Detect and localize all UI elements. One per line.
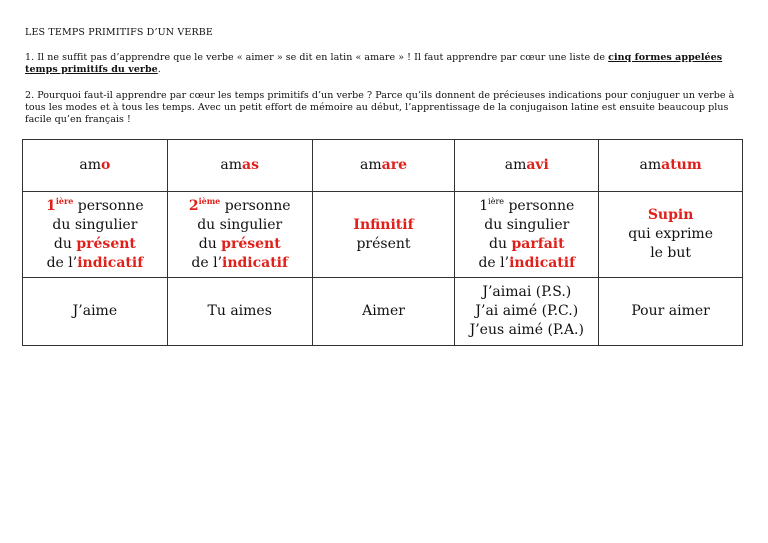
table-row-translations xyxy=(23,278,743,346)
translation-cell-2: Tu aimes xyxy=(167,278,312,346)
translation-line: J’eus aimé (P.A.) xyxy=(469,322,584,338)
number-text: du singulier xyxy=(484,216,570,233)
description-text: le but xyxy=(650,245,692,261)
description-cell-3 xyxy=(312,192,455,278)
description-cell-5 xyxy=(599,192,743,278)
tense-prefix: du xyxy=(198,235,222,252)
mood-prefix: de l’ xyxy=(46,254,78,271)
translation-line: J’ai aimé (P.C.) xyxy=(475,303,579,319)
tense-text: présent xyxy=(76,235,136,252)
translation-cell-4 xyxy=(455,278,599,346)
paragraph-1-highlight: cinq formes appelées temps primitifs du verbe xyxy=(25,52,723,75)
mood-text: indicatif xyxy=(77,254,144,271)
translation-cell-1: J’aime xyxy=(23,278,168,346)
ending-text: are xyxy=(381,157,407,173)
translation-cell-3: Aimer xyxy=(312,278,455,346)
stem-text: am xyxy=(79,157,102,173)
translation-cell-5: Pour aimer xyxy=(599,278,743,346)
description-cell-1 xyxy=(23,192,168,278)
stem-text: am xyxy=(220,157,243,173)
stem-text: am xyxy=(639,157,662,173)
person-text: personne xyxy=(220,197,291,214)
mood-text: indicatif xyxy=(222,254,289,271)
ordinal-suffix: ième xyxy=(198,195,221,206)
tense-prefix: du xyxy=(53,235,77,252)
header-cell-amavi xyxy=(455,140,599,192)
person-text: personne xyxy=(504,197,575,214)
supine-label: Supin xyxy=(647,207,694,223)
tense-text: présent xyxy=(221,235,281,252)
paragraph-1 xyxy=(25,52,747,76)
stem-text: am xyxy=(360,157,382,173)
header-cell-amatum xyxy=(599,140,743,192)
verb-table xyxy=(22,139,743,346)
tense-text: parfait xyxy=(511,235,565,252)
header-cell-amas xyxy=(167,140,312,192)
ending-text: avi xyxy=(526,157,549,173)
person-number: 2 xyxy=(188,197,199,214)
tense-text: présent xyxy=(356,235,411,252)
header-cell-amo xyxy=(23,140,168,192)
person-number: 1 xyxy=(479,197,489,214)
paragraph-2: 2. Pourquoi faut-il apprendre par cœur les temps primitifs d’un verbe ? Parce qu’ils donnent de précieuses indications pour conjuguer un verbe à tous les modes et à tous les temps. Avec un petit effort de mémoire au début, l’apprentissage de la conjugaison latine est ensuite beaucoup plus facile qu’en français ! xyxy=(25,90,735,125)
description-text: qui exprime xyxy=(628,226,713,242)
stem-text: am xyxy=(504,157,527,173)
number-text: du singulier xyxy=(197,216,283,233)
ordinal-suffix: ière xyxy=(55,195,74,206)
table-row-forms xyxy=(23,140,743,192)
table-row-descriptions xyxy=(23,192,743,278)
mood-prefix: de l’ xyxy=(191,254,223,271)
ending-text: o xyxy=(101,157,111,173)
header-cell-amare xyxy=(312,140,455,192)
paragraph-1-text: 1. Il ne suffit pas d’apprendre que le verbe « aimer » se dit en latin « amare » ! Il faut apprendre par cœur une liste de xyxy=(25,52,609,63)
paragraph-1-end: . xyxy=(157,64,161,75)
mood-text: Infinitif xyxy=(353,216,414,233)
mood-text: indicatif xyxy=(509,254,576,271)
page-title: LES TEMPS PRIMITIFS D’UN VERBE xyxy=(25,27,214,38)
ending-text: as xyxy=(242,157,259,173)
ordinal-suffix: ière xyxy=(488,196,505,206)
mood-prefix: de l’ xyxy=(478,254,510,271)
number-text: du singulier xyxy=(52,216,138,233)
person-number: 1 xyxy=(46,197,56,214)
description-cell-4 xyxy=(455,192,599,278)
person-text: personne xyxy=(73,197,144,214)
description-cell-2 xyxy=(167,192,312,278)
tense-prefix: du xyxy=(489,235,512,252)
translation-line: J’aimai (P.S.) xyxy=(482,284,572,300)
ending-text: atum xyxy=(661,157,702,173)
